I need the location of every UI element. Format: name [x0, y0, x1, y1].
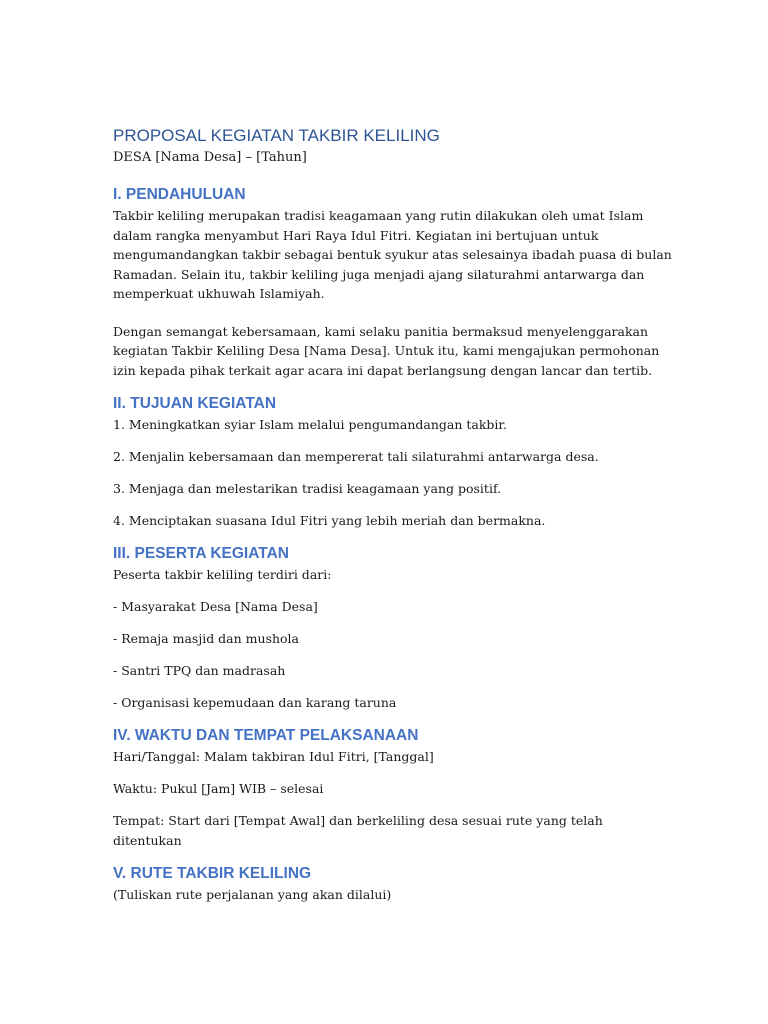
- list-item: - Remaja masjid dan mushola: [113, 631, 300, 646]
- section-intro: (Tuliskan rute perjalanan yang akan dilalui): [113, 886, 392, 902]
- list-item: Tempat: Start dari [Tempat Awal] dan berkeliling desa sesuai rute yang telah ditentukan: [113, 813, 603, 848]
- list-item: - Organisasi kepemudaan dan karang taruna: [113, 695, 397, 710]
- list-item: Waktu: Pukul [Jam] WIB – selesai: [113, 781, 324, 796]
- document-page: [113, 124, 673, 910]
- list-item: - Masyarakat Desa [Nama Desa]: [113, 599, 318, 614]
- section-rute: [113, 863, 673, 905]
- section-pendahuluan: [113, 184, 673, 380]
- section-intro: Peserta takbir keliling terdiri dari:: [113, 567, 332, 582]
- section-heading: V. RUTE TAKBIR KELILING: [113, 864, 312, 882]
- section-heading: II. TUJUAN KEGIATAN: [113, 395, 277, 412]
- section-heading: IV. WAKTU DAN TEMPAT PELAKSANAAN: [113, 727, 419, 744]
- list-item: 4. Menciptakan suasana Idul Fitri yang lebih meriah dan bermakna.: [113, 513, 546, 528]
- section-heading: I. PENDAHULUAN: [113, 186, 246, 203]
- document-subtitle: DESA [Nama Desa] – [Tahun]: [113, 150, 307, 165]
- list-item: Hari/Tanggal: Malam takbiran Idul Fitri, [Tanggal]: [113, 749, 434, 764]
- paragraph: Takbir keliling merupakan tradisi keagamaan yang rutin dilakukan oleh umat Islam dalam rangka menyambut Hari Raya Idul Fitri. Kegiatan ini bertujuan untuk mengumandangkan takbir sebagai bentuk syukur atas selesainya ibadah puasa di bulan Ramadan. Selain itu, takbir keliling juga menjadi ajang silaturahmi antarwarga dan memperkuat ukhuwah Islamiyah.: [113, 208, 672, 301]
- document-title: PROPOSAL KEGIATAN TAKBIR KELILING: [113, 126, 440, 145]
- list-item: 3. Menjaga dan melestarikan tradisi keagamaan yang positif.: [113, 481, 502, 496]
- list-item: 2. Menjalin kebersamaan dan mempererat tali silaturahmi antarwarga desa.: [113, 449, 599, 464]
- list-item: 1. Meningkatkan syiar Islam melalui pengumandangan takbir.: [113, 417, 507, 432]
- section-peserta: [113, 543, 673, 713]
- section-heading: III. PESERTA KEGIATAN: [113, 545, 289, 562]
- section-tujuan: [113, 393, 673, 531]
- paragraph: Dengan semangat kebersamaan, kami selaku panitia bermaksud menyelenggarakan kegiatan Takbir Keliling Desa [Nama Desa]. Untuk itu, kami mengajukan permohonan izin kepada pihak terkait agar acara ini dapat berlangsung dengan lancar dan tertib.: [113, 323, 660, 378]
- list-item: - Santri TPQ dan madrasah: [113, 663, 286, 678]
- section-waktu-tempat: [113, 725, 673, 850]
